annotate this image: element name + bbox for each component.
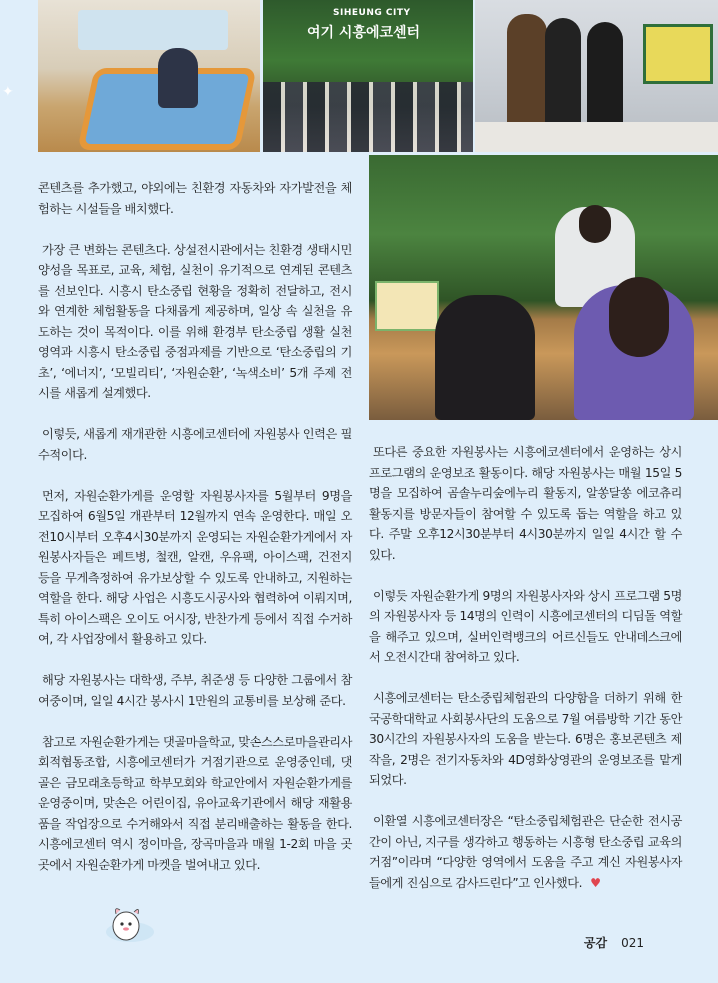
center-logo-small: SIHEUNG CITY: [333, 8, 411, 18]
paragraph: 해당 자원봉사는 대학생, 주부, 취준생 등 다양한 그룹에서 참여중이며, 일일 4시간 봉사시 1만원의 교통비를 보상해 준다.: [38, 673, 352, 708]
page-footer: [584, 934, 644, 951]
paragraph: [369, 811, 682, 893]
photo-exhibit-activity: [38, 0, 260, 152]
paragraph: 또다른 중요한 자원봉사는 시흥에코센터에서 운영하는 상시 프로그램의 운영보조 활동이다. 해당 자원봉사는 매월 15일 5명을 모집하여 곰솔누리숲에누리 활동지, 알쏭달쏭 에코츄리 활동지를 방문자들이 참여할 수 있도록 돕는 역할을 하고 있다. 주말 오후12시30분부터 4시30분까지 일일 4시간 할 수 있다.: [369, 445, 682, 562]
paragraph: 콘텐츠를 추가했고, 야외에는 친환경 자동차와 자가발전을 체험하는 시설들을 배치했다.: [38, 181, 352, 216]
paragraph: 먼저, 자원순환가게를 운영할 자원봉사자를 5월부터 9명을 모집하여 6월5일 개관부터 12월까지 연속 운영한다. 매일 오전10시부터 오후4시30분까지 운영되는 자원순환가게에서 자원봉사자들은 페트병, 철캔, 알캔, 우유팩, 아이스팩, 건전지 등을 무게측정하여 유가보상할 수 있도록 안내하고, 지원하는 역할을 한다. 해당 사업은 시흥도시공사와 협력하여 이뤄지며, 특히 아이스팩은 오이도 어시장, 반찬가게 등에서 직접 수거하여, 각 사업장에서 활용하고 있다.: [38, 488, 352, 646]
photo-group-green-wall: [263, 0, 473, 152]
paragraph: 가장 큰 변화는 콘텐츠다. 상설전시관에서는 친환경 생태시민 양성을 목표로, 교육, 체험, 실천이 유기적으로 연계된 콘텐츠를 선보인다. 시흥시 탄소중립 현황을 정확히 전달하고, 전시와 연계한 체험활동을 다채롭게 제공하며, 일상 속 실천을 유도하는 것이 목적이다. 이를 위해 환경부 탄소중립 생활 실천 영역과 시흥시 탄소중립 중점과제를 기반으로 ‘탄소중립의 기초’, ‘에너지’, ‘모빌리티’, ‘자원순환’, ‘녹색소비’ 5개 주제 전시를 새롭게 설계했다.: [38, 242, 352, 400]
paragraph: 참고로 자원순환가게는 댓골마을학교, 맞손스스로마을관리사회적협동조합, 시흥에코센터가 거점기관으로 운영중인데, 댓골은 금모래초등학교 학부모회와 학교안에서 자원순환가게를 운영중이며, 맞손은 어린이집, 유아교육기관에서 해당 재활용품을 작업장으로 수거해와서 직접 분리배출하는 활동을 한다. 시흥에코센터 역시 정이마을, 장곡마을과 매월 1-2회 마을 곳곳에서 자원순환가게 마켓을 벌여내고 있다.: [38, 734, 352, 872]
paragraph: 이렇듯 자원순환가게 9명의 자원봉사자와 상시 프로그램 5명의 자원봉사자 등 14명의 인력이 시흥에코센터의 디딤돌 역할을 해주고 있으며, 실버인력뱅크의 어르신들도 안내데스크에서 오전시간대 참여하고 있다.: [369, 588, 682, 664]
magazine-name: 공감: [583, 936, 608, 950]
center-logo-main: 여기 시흥에코센터: [307, 25, 421, 41]
paragraph: 시흥에코센터는 탄소중립체험관의 다양함을 더하기 위해 한국공학대학교 사회봉사단의 도움으로 7월 여름방학 기간 동안 30시간의 자원봉사자의 도움을 받는다. 6명은 홍보콘텐츠 제작을, 2명은 전기자동차와 4D영화상영관의 운영보조를 맡게 되었다.: [369, 691, 682, 787]
article-left-column: [38, 178, 352, 896]
paragraph: 이렇듯, 새롭게 재개관한 시흥에코센터에 자원봉사 인력은 필수적이다.: [38, 427, 352, 462]
mascot-icon: [100, 900, 156, 948]
heart-icon: ♥: [590, 875, 601, 890]
page-number: 021: [621, 936, 644, 950]
photo-volunteers-booth: [475, 0, 718, 152]
photo-volunteer-with-children: [369, 155, 718, 420]
closing-quote-text: 이환열 시흥에코센터장은 “탄소중립체험관은 단순한 전시공간이 아닌, 지구를 생각하고 행동하는 시흥형 탄소중립 교육의 거점”이라며 “다양한 영역에서 도움을 주고 계신 자원봉사자들에게 진심으로 감사드린다”고 인사했다.: [369, 814, 682, 890]
sparkle-icon: ✦: [2, 84, 14, 100]
article-right-column: [369, 442, 682, 914]
